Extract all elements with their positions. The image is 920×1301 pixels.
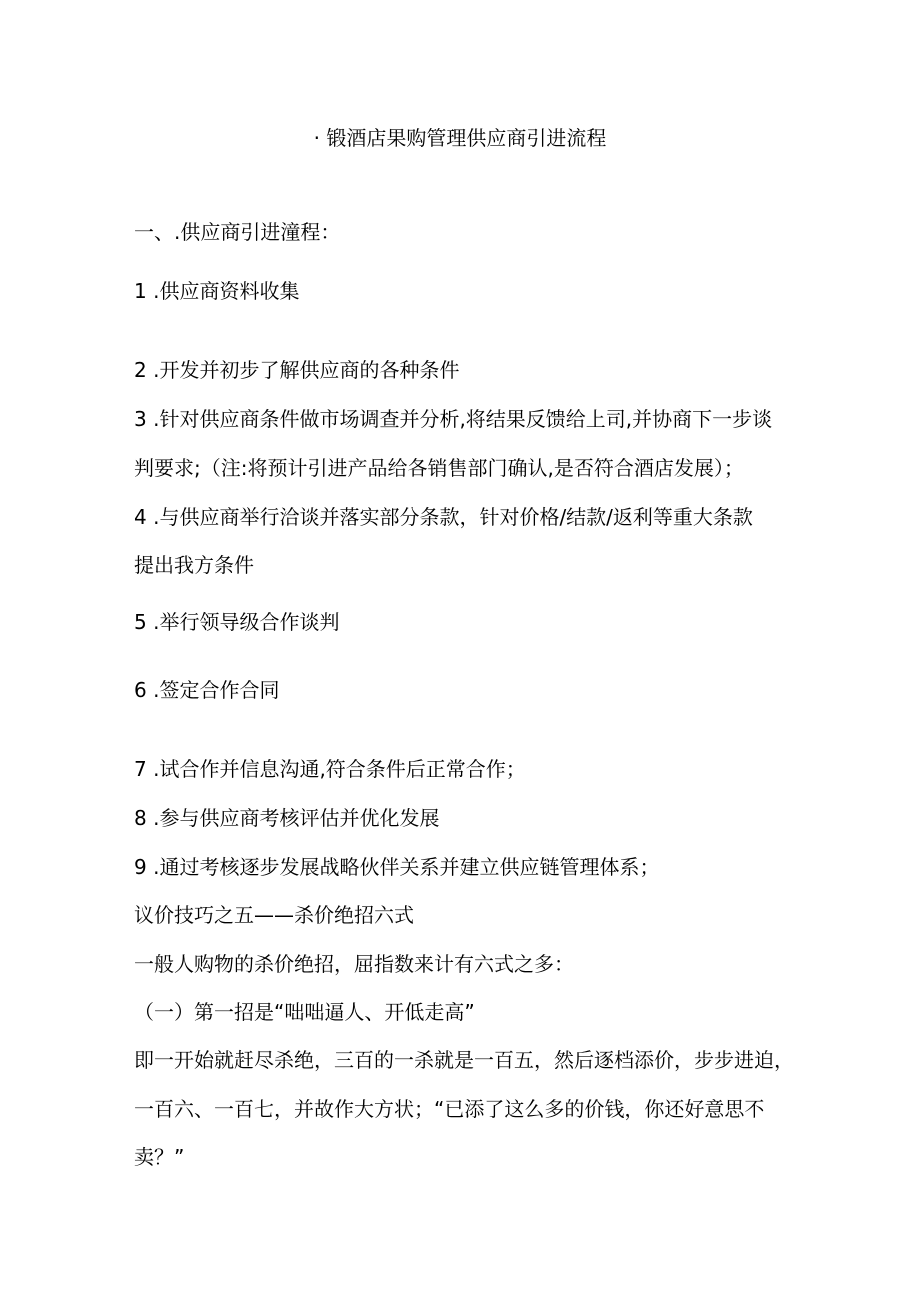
tips-heading: 议价技巧之五——杀价绝招六式 xyxy=(134,903,414,927)
tips-paragraph: 一般人购物的杀价绝招，屈指数来计有六式之多： xyxy=(134,952,574,976)
step-line: 6 .签定合作合同 xyxy=(134,678,280,702)
step-line: 2 .开发并初步了解供应商的各种条件 xyxy=(134,358,460,382)
step-line: 1 .供应商资料收集 xyxy=(134,279,300,303)
step-line: 3 .针对供应商条件做市场调查并分析,将结果反馈给上司,并协商下一步谈 xyxy=(134,407,773,431)
tips-paragraph: （一）第一招是“咄咄逼人、开低走高” xyxy=(134,1000,475,1024)
step-line: 4 .与供应商举行洽谈并落实部分条款，针对价格/结款/返利等重大条款 xyxy=(134,505,753,529)
step-line: 判要求;（注:将预计引进产品给各销售部门确认,是否符合酒店发展）； xyxy=(134,456,744,480)
step-line: 7 .试合作并信息沟通,符合条件后正常合作； xyxy=(134,757,526,781)
tips-paragraph: 即一开始就赶尽杀绝，三百的一杀就是一百五，然后逐档添价，步步进迫， xyxy=(134,1048,794,1072)
tips-paragraph: 卖？” xyxy=(134,1145,185,1169)
document-title: · 锻酒店果购管理供应商引进流程 xyxy=(313,126,607,150)
step-line: 8 .参与供应商考核评估并优化发展 xyxy=(134,806,440,830)
step-line: 9 .通过考核逐步发展战略伙伴关系并建立供应链管理体系； xyxy=(134,855,660,879)
section-heading: 一、.供应商引进潼程： xyxy=(134,220,341,244)
step-line: 5 .举行领导级合作谈判 xyxy=(134,610,340,634)
step-line: 提出我方条件 xyxy=(134,553,254,577)
tips-paragraph: 一百六、一百七，并故作大方状；“已添了这么多的价钱，你还好意思不 xyxy=(134,1097,765,1121)
